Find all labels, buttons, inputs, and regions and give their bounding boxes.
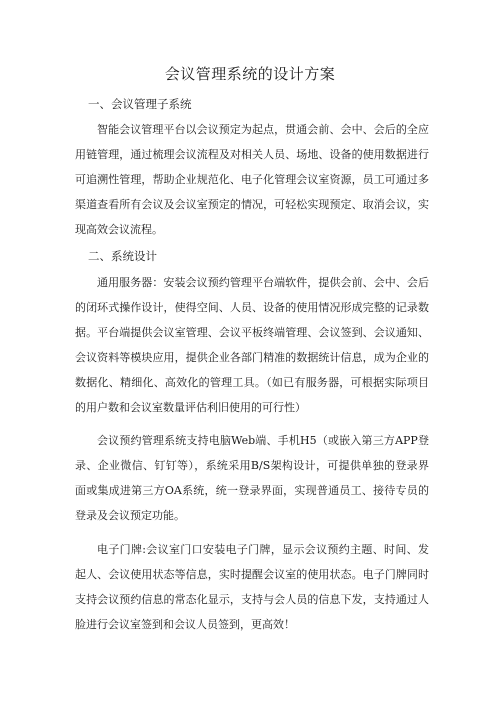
section-heading-system-design: 二、系统设计 [88,249,157,263]
section-heading-meeting-management: 一、会议管理子系统 [88,97,192,111]
paragraph-door-sign: 电子门牌:会议室门口安装电子门牌，显示会议预约主题、时间、发起人、会议使用状态等信息，实时提醒会议室的使用状态。电子门牌同时支持会议预约信息的常态化显示，支持与会人员的信息下发，支持通过人脸进行会议室签到和会议人员签到，更高效！ [75,543,429,631]
document-title: 会议管理系统的设计方案 [164,65,336,83]
paragraph-server: 通用服务器：安装会议预约管理平台端软件，提供会前、会中、会后的闭环式操作设计，使得空间、人员、设备的使用情况形成完整的记录数据。平台端提供会议室管理、会议平板终端管理、会议签到、会议通知、会议资料等模块应用，提供企业各部门精准的数据统计信息，成为企业的数据化、精细化、高效化的管理工具。（如已有服务器，可根据实际项目的用户数和会议室数量评估利旧使用的可行性） [75,276,429,414]
paragraph-booking-system: 会议预约管理系统支持电脑Web端、手机H5（或嵌入第三方APP登录、企业微信、钉钉等），系统采用B/S架构设计，可提供单独的登录界面或集成进第三方OA系统，统一登录界面，实现普通员工、接待专员的登录及会议预定功能。 [75,434,429,522]
paragraph-platform-overview: 智能会议管理平台以会议预定为起点，贯通会前、会中、会后的全应用链管理，通过梳理会议流程及对相关人员、场地、设备的使用数据进行可追溯性管理，帮助企业规范化、电子化管理会议室资源，员工可通过多渠道查看所有会议及会议室预定的情况，可轻松实现预定、取消会议，实现高效会议流程。 [75,123,429,236]
